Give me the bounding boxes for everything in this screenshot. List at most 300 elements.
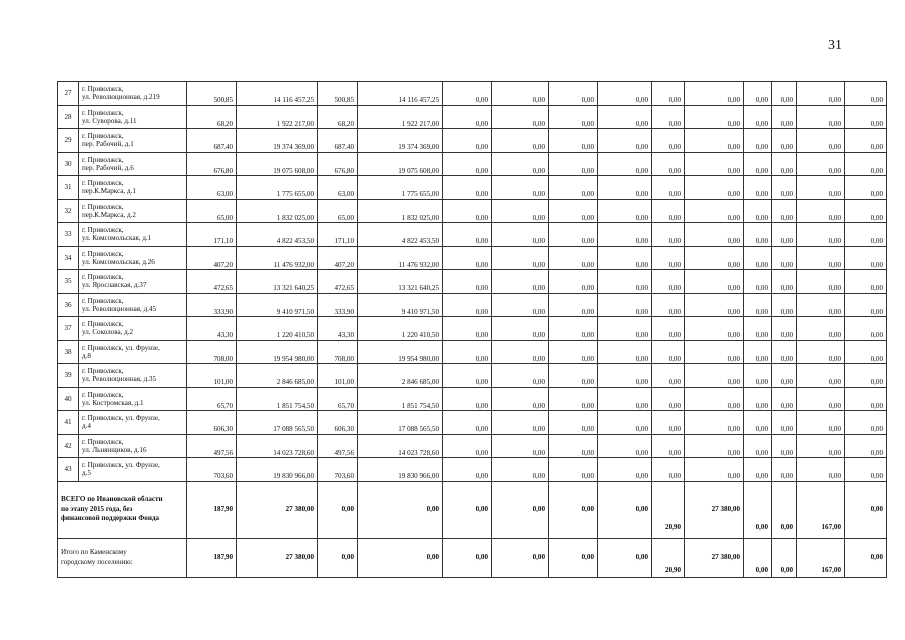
value-cell: 0,00 (685, 387, 744, 411)
value-cell: 0,00 (744, 82, 772, 106)
address-cell (79, 129, 187, 153)
value-cell: 0,00 (598, 387, 652, 411)
address-line: г. Приволжск, (82, 437, 124, 446)
address-cell (79, 152, 187, 176)
subtotal-cell: 0,00 (772, 538, 797, 577)
value-cell: 1 851 754,50 (237, 387, 318, 411)
value-cell: 0,00 (772, 340, 797, 364)
value-cell: 0,00 (797, 270, 845, 294)
value-cell: 0,00 (598, 340, 652, 364)
value-cell: 497,56 (318, 434, 358, 458)
total-cell: 167,00 (797, 481, 845, 538)
address-line: ул. Соколова, д.2 (82, 328, 134, 337)
total-cell: 0,00 (549, 481, 598, 538)
value-cell: 0,00 (744, 176, 772, 200)
row-number: 40 (58, 387, 79, 411)
total-row (58, 481, 887, 538)
value-cell: 0,00 (549, 223, 598, 247)
address-line: д.4 (82, 422, 91, 431)
value-cell: 0,00 (772, 129, 797, 153)
row-number: 41 (58, 411, 79, 435)
value-cell: 0,00 (549, 199, 598, 223)
value-cell: 0,00 (772, 223, 797, 247)
value-cell: 0,00 (549, 176, 598, 200)
value-cell: 0,00 (685, 199, 744, 223)
value-cell: 0,00 (797, 364, 845, 388)
address-line: д.5 (82, 469, 91, 478)
value-cell: 4 822 453,50 (358, 223, 443, 247)
value-cell: 19 075 608,00 (237, 152, 318, 176)
value-cell: 0,00 (772, 199, 797, 223)
value-cell: 0,00 (652, 364, 685, 388)
value-cell: 1 832 025,00 (358, 199, 443, 223)
value-cell: 703,60 (187, 458, 237, 482)
value-cell: 43,30 (187, 317, 237, 341)
value-cell: 0,00 (652, 246, 685, 270)
value-cell: 0,00 (744, 340, 772, 364)
value-cell: 0,00 (652, 152, 685, 176)
table-row (58, 199, 887, 223)
row-number: 43 (58, 458, 79, 482)
value-cell: 0,00 (598, 364, 652, 388)
value-cell: 14 116 457,25 (358, 82, 443, 106)
value-cell: 0,00 (492, 317, 549, 341)
value-cell: 676,80 (187, 152, 237, 176)
value-cell: 0,00 (744, 199, 772, 223)
value-cell: 0,00 (845, 176, 887, 200)
value-cell: 1 220 410,50 (358, 317, 443, 341)
value-cell: 0,00 (845, 458, 887, 482)
value-cell: 0,00 (598, 129, 652, 153)
address-line: г. Приволжск, (82, 249, 124, 258)
row-number: 29 (58, 129, 79, 153)
value-cell: 13 321 640,25 (358, 270, 443, 294)
value-cell: 0,00 (772, 458, 797, 482)
value-cell: 0,00 (549, 293, 598, 317)
value-cell: 0,00 (797, 387, 845, 411)
value-cell: 0,00 (797, 340, 845, 364)
value-cell: 0,00 (845, 317, 887, 341)
value-cell: 0,00 (845, 411, 887, 435)
value-cell: 0,00 (598, 458, 652, 482)
value-cell: 0,00 (797, 152, 845, 176)
value-cell: 0,00 (845, 152, 887, 176)
value-cell: 0,00 (845, 434, 887, 458)
value-cell: 0,00 (549, 246, 598, 270)
value-cell: 11 476 932,00 (237, 246, 318, 270)
value-cell: 0,00 (443, 434, 492, 458)
value-cell: 0,00 (652, 105, 685, 129)
value-cell: 606,30 (318, 411, 358, 435)
value-cell: 0,00 (549, 411, 598, 435)
value-cell: 0,00 (652, 82, 685, 106)
value-cell: 0,00 (492, 434, 549, 458)
row-number: 36 (58, 293, 79, 317)
table-body (58, 82, 887, 578)
value-cell: 0,00 (685, 364, 744, 388)
value-cell: 0,00 (685, 152, 744, 176)
address-cell (79, 364, 187, 388)
value-cell: 101,00 (187, 364, 237, 388)
address-cell (79, 82, 187, 106)
value-cell: 708,00 (187, 340, 237, 364)
subtotal-label-line: городскому поселению: (61, 557, 133, 566)
value-cell: 0,00 (598, 82, 652, 106)
total-cell: 0,00 (744, 481, 772, 538)
value-cell: 0,00 (845, 82, 887, 106)
value-cell: 65,70 (187, 387, 237, 411)
value-cell: 333,90 (318, 293, 358, 317)
value-cell: 0,00 (443, 82, 492, 106)
value-cell: 0,00 (492, 82, 549, 106)
value-cell: 0,00 (797, 434, 845, 458)
address-line: ул. Костромская, д.1 (82, 398, 144, 407)
value-cell: 0,00 (772, 387, 797, 411)
value-cell: 14 116 457,25 (237, 82, 318, 106)
value-cell: 500,85 (187, 82, 237, 106)
value-cell: 19 374 369,00 (237, 129, 318, 153)
value-cell: 0,00 (443, 364, 492, 388)
value-cell: 687,40 (318, 129, 358, 153)
value-cell: 0,00 (492, 458, 549, 482)
value-cell: 0,00 (845, 105, 887, 129)
value-cell: 0,00 (685, 340, 744, 364)
value-cell: 9 410 971,50 (237, 293, 318, 317)
value-cell: 0,00 (744, 317, 772, 341)
value-cell: 0,00 (598, 105, 652, 129)
address-cell (79, 176, 187, 200)
value-cell: 0,00 (598, 270, 652, 294)
row-number: 34 (58, 246, 79, 270)
value-cell: 0,00 (845, 270, 887, 294)
value-cell: 0,00 (685, 223, 744, 247)
value-cell: 0,00 (797, 293, 845, 317)
value-cell: 0,00 (772, 82, 797, 106)
value-cell: 68,20 (187, 105, 237, 129)
value-cell: 0,00 (443, 152, 492, 176)
row-number: 39 (58, 364, 79, 388)
value-cell: 0,00 (652, 129, 685, 153)
table-row (58, 129, 887, 153)
value-cell: 0,00 (652, 223, 685, 247)
value-cell: 0,00 (652, 411, 685, 435)
value-cell: 0,00 (772, 411, 797, 435)
total-cell: 27 380,00 (237, 481, 318, 538)
value-cell: 19 830 966,00 (237, 458, 318, 482)
total-label-line: ВСЕГО по Ивановской области (61, 495, 163, 504)
value-cell: 0,00 (685, 105, 744, 129)
value-cell: 0,00 (549, 434, 598, 458)
value-cell: 0,00 (845, 246, 887, 270)
address-cell (79, 387, 187, 411)
value-cell: 0,00 (598, 199, 652, 223)
table-row (58, 246, 887, 270)
value-cell: 13 321 640,25 (237, 270, 318, 294)
page-number: 31 (828, 38, 842, 53)
value-cell: 0,00 (685, 82, 744, 106)
table-row (58, 223, 887, 247)
value-cell: 472,65 (187, 270, 237, 294)
value-cell: 0,00 (443, 105, 492, 129)
subtotal-row (58, 538, 887, 577)
subtotal-label (58, 538, 187, 577)
value-cell: 43,30 (318, 317, 358, 341)
value-cell: 0,00 (685, 129, 744, 153)
value-cell: 0,00 (744, 434, 772, 458)
subtotal-cell: 27 380,00 (237, 538, 318, 577)
address-line: пер.К.Маркса, д.1 (82, 187, 136, 196)
value-cell: 19 954 980,00 (358, 340, 443, 364)
subtotal-cell: 0,00 (598, 538, 652, 577)
total-cell: 0,00 (492, 481, 549, 538)
value-cell: 0,00 (443, 199, 492, 223)
value-cell: 0,00 (845, 129, 887, 153)
table-row (58, 411, 887, 435)
subtotal-cell: 0,00 (443, 538, 492, 577)
value-cell: 0,00 (492, 387, 549, 411)
value-cell: 17 088 565,50 (237, 411, 318, 435)
total-cell: 0,00 (845, 481, 887, 538)
value-cell: 0,00 (492, 270, 549, 294)
value-cell: 1 851 754,50 (358, 387, 443, 411)
value-cell: 0,00 (549, 387, 598, 411)
value-cell: 0,00 (685, 293, 744, 317)
table-row (58, 458, 887, 482)
total-cell: 0,00 (772, 481, 797, 538)
value-cell: 19 954 980,00 (237, 340, 318, 364)
value-cell: 0,00 (652, 434, 685, 458)
value-cell: 407,20 (187, 246, 237, 270)
value-cell: 0,00 (443, 387, 492, 411)
subtotal-cell: 0,00 (845, 538, 887, 577)
value-cell: 0,00 (772, 176, 797, 200)
address-cell (79, 458, 187, 482)
value-cell: 1 775 655,00 (237, 176, 318, 200)
value-cell: 0,00 (845, 293, 887, 317)
address-line: г. Приволжск, ул. Фрунзе, (82, 414, 160, 423)
value-cell: 0,00 (492, 152, 549, 176)
value-cell: 0,00 (549, 82, 598, 106)
address-line: г. Приволжск, ул. Фрунзе, (82, 343, 160, 352)
row-number: 27 (58, 82, 79, 106)
address-line: г. Приволжск, (82, 273, 124, 282)
address-line: г. Приволжск, ул. Фрунзе, (82, 461, 160, 470)
value-cell: 2 846 685,00 (237, 364, 318, 388)
value-cell: 0,00 (598, 246, 652, 270)
value-cell: 0,00 (443, 176, 492, 200)
value-cell: 0,00 (598, 223, 652, 247)
subtotal-cell: 0,00 (358, 538, 443, 577)
address-cell (79, 340, 187, 364)
value-cell: 0,00 (549, 317, 598, 341)
value-cell: 1 832 025,00 (237, 199, 318, 223)
value-cell: 0,00 (652, 458, 685, 482)
value-cell: 68,20 (318, 105, 358, 129)
value-cell: 0,00 (549, 129, 598, 153)
row-number: 35 (58, 270, 79, 294)
value-cell: 1 922 217,00 (237, 105, 318, 129)
total-label (58, 481, 187, 538)
total-label-line: финансовой поддержки Фонда (61, 514, 160, 523)
address-line: ул. Суворова, д.11 (82, 116, 137, 125)
table-row (58, 340, 887, 364)
value-cell: 407,20 (318, 246, 358, 270)
subtotal-cell: 0,00 (744, 538, 772, 577)
table-row (58, 293, 887, 317)
value-cell: 0,00 (797, 105, 845, 129)
value-cell: 171,10 (187, 223, 237, 247)
value-cell: 14 023 728,60 (237, 434, 318, 458)
value-cell: 11 476 932,00 (358, 246, 443, 270)
housing-program-table (57, 81, 887, 578)
address-line: г. Приволжск, (82, 179, 124, 188)
value-cell: 0,00 (492, 411, 549, 435)
value-cell: 0,00 (652, 387, 685, 411)
address-line: пер.К.Маркса, д.2 (82, 210, 136, 219)
table-row (58, 364, 887, 388)
total-cell: 0,00 (358, 481, 443, 538)
value-cell: 0,00 (772, 246, 797, 270)
value-cell: 0,00 (797, 317, 845, 341)
subtotal-cell: 0,00 (549, 538, 598, 577)
subtotal-cell: 167,00 (797, 538, 845, 577)
value-cell: 0,00 (744, 411, 772, 435)
table-row (58, 270, 887, 294)
value-cell: 4 822 453,50 (237, 223, 318, 247)
value-cell: 0,00 (443, 223, 492, 247)
value-cell: 0,00 (652, 270, 685, 294)
total-cell: 20,90 (652, 481, 685, 538)
row-number: 37 (58, 317, 79, 341)
value-cell: 0,00 (744, 270, 772, 294)
value-cell: 0,00 (652, 293, 685, 317)
table-row (58, 176, 887, 200)
value-cell: 0,00 (744, 458, 772, 482)
value-cell: 0,00 (685, 434, 744, 458)
value-cell: 0,00 (772, 270, 797, 294)
address-line: ул. Ярославская, д.37 (82, 281, 147, 290)
table-row (58, 387, 887, 411)
value-cell: 0,00 (492, 199, 549, 223)
value-cell: 171,10 (318, 223, 358, 247)
value-cell: 0,00 (685, 411, 744, 435)
value-cell: 0,00 (598, 293, 652, 317)
address-line: пер. Рабочий, д.6 (82, 163, 134, 172)
value-cell: 0,00 (443, 293, 492, 317)
value-cell: 0,00 (744, 152, 772, 176)
value-cell: 0,00 (797, 411, 845, 435)
value-cell: 0,00 (492, 223, 549, 247)
value-cell: 0,00 (549, 105, 598, 129)
value-cell: 0,00 (652, 340, 685, 364)
address-line: г. Приволжск, (82, 132, 124, 141)
row-number: 31 (58, 176, 79, 200)
value-cell: 0,00 (598, 317, 652, 341)
address-line: г. Приволжск, (82, 85, 124, 94)
value-cell: 0,00 (443, 129, 492, 153)
total-label-line: по этапу 2015 года, без (61, 504, 133, 513)
value-cell: 0,00 (685, 458, 744, 482)
value-cell: 0,00 (492, 364, 549, 388)
total-cell: 0,00 (598, 481, 652, 538)
value-cell: 19 830 966,00 (358, 458, 443, 482)
value-cell: 0,00 (845, 199, 887, 223)
value-cell: 63,00 (187, 176, 237, 200)
value-cell: 63,00 (318, 176, 358, 200)
value-cell: 0,00 (492, 246, 549, 270)
address-line: г. Приволжск, (82, 155, 124, 164)
value-cell: 0,00 (549, 458, 598, 482)
value-cell: 14 023 728,60 (358, 434, 443, 458)
value-cell: 0,00 (772, 293, 797, 317)
value-cell: 0,00 (492, 293, 549, 317)
address-cell (79, 434, 187, 458)
value-cell: 0,00 (598, 411, 652, 435)
value-cell: 0,00 (443, 270, 492, 294)
value-cell: 0,00 (845, 340, 887, 364)
total-cell: 0,00 (318, 481, 358, 538)
value-cell: 0,00 (797, 129, 845, 153)
subtotal-cell: 27 380,00 (685, 538, 744, 577)
value-cell: 0,00 (598, 176, 652, 200)
subtotal-cell: 187,90 (187, 538, 237, 577)
value-cell: 1 220 410,50 (237, 317, 318, 341)
value-cell: 101,00 (318, 364, 358, 388)
value-cell: 708,00 (318, 340, 358, 364)
address-line: г. Приволжск, (82, 226, 124, 235)
subtotal-cell: 0,00 (492, 538, 549, 577)
value-cell: 65,00 (187, 199, 237, 223)
address-cell (79, 270, 187, 294)
value-cell: 0,00 (443, 246, 492, 270)
value-cell: 0,00 (492, 340, 549, 364)
address-line: г. Приволжск, (82, 320, 124, 329)
value-cell: 0,00 (598, 434, 652, 458)
subtotal-cell: 0,00 (318, 538, 358, 577)
address-cell (79, 411, 187, 435)
value-cell: 0,00 (443, 317, 492, 341)
value-cell: 0,00 (744, 223, 772, 247)
total-cell: 0,00 (443, 481, 492, 538)
address-line: г. Приволжск, (82, 296, 124, 305)
total-cell: 187,90 (187, 481, 237, 538)
value-cell: 0,00 (685, 176, 744, 200)
address-line: г. Приволжск, (82, 367, 124, 376)
value-cell: 1 775 655,00 (358, 176, 443, 200)
value-cell: 0,00 (772, 364, 797, 388)
address-cell (79, 223, 187, 247)
row-number: 33 (58, 223, 79, 247)
value-cell: 0,00 (685, 270, 744, 294)
value-cell: 1 922 217,00 (358, 105, 443, 129)
address-line: д.8 (82, 351, 91, 360)
address-line: ул. Революционная, д.35 (82, 375, 157, 384)
value-cell: 0,00 (744, 105, 772, 129)
address-line: ул. Комсомольская, д.1 (82, 234, 152, 243)
value-cell: 0,00 (744, 387, 772, 411)
value-cell: 0,00 (845, 223, 887, 247)
value-cell: 0,00 (772, 152, 797, 176)
value-cell: 65,00 (318, 199, 358, 223)
value-cell: 0,00 (797, 82, 845, 106)
value-cell: 333,90 (187, 293, 237, 317)
address-line: ул. Революционная, д.219 (82, 93, 160, 102)
value-cell: 0,00 (772, 105, 797, 129)
address-cell (79, 105, 187, 129)
value-cell: 65,70 (318, 387, 358, 411)
value-cell: 0,00 (744, 246, 772, 270)
value-cell: 0,00 (685, 246, 744, 270)
